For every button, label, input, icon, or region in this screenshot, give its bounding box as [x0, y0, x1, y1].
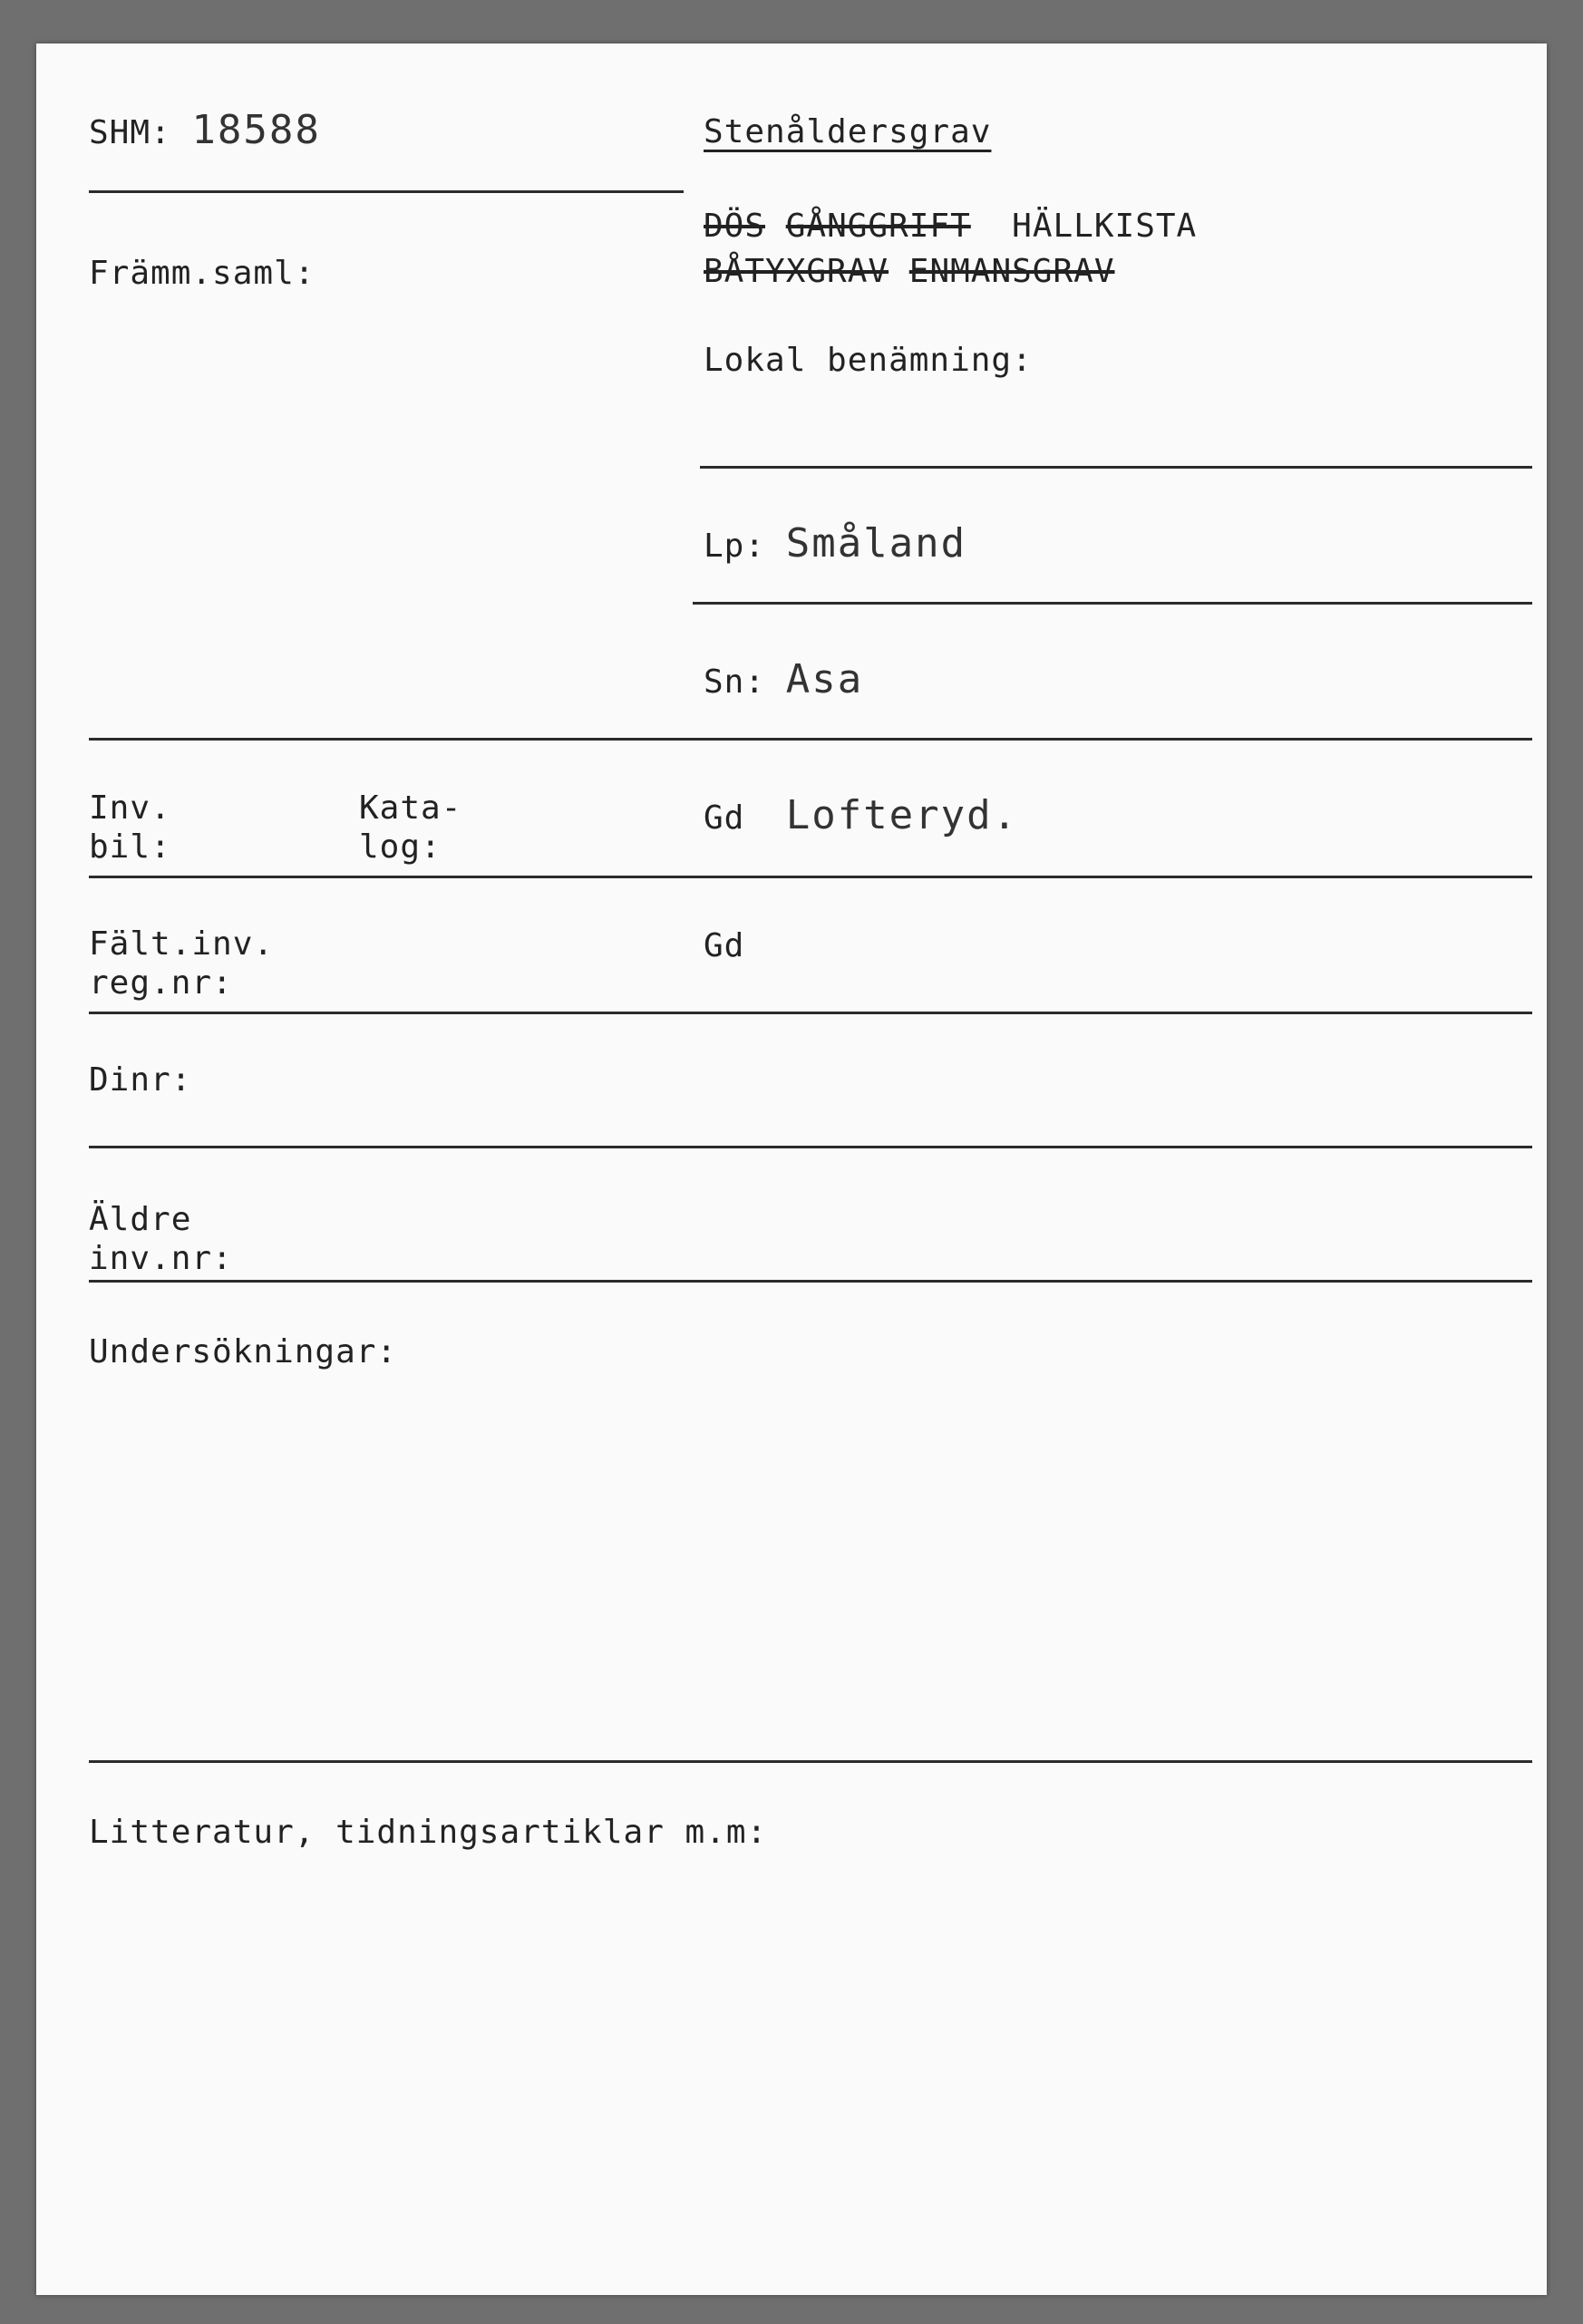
aldre-inv-line1: Äldre [89, 1201, 192, 1238]
divider [89, 738, 1532, 741]
undersokningar-label: Undersökningar: [89, 1333, 398, 1370]
type-hallkista: HÄLLKISTA [1012, 208, 1198, 245]
dinr-label: Dinr: [89, 1061, 192, 1099]
katalog-line2: log: [359, 828, 442, 867]
type-batyxgrav: BÅTYXGRAV [704, 253, 889, 290]
divider [89, 1146, 1532, 1148]
divider [89, 876, 1532, 878]
inv-bil-line2: bil: [89, 828, 171, 867]
type-enmansgrav: ENMANSGRAV [908, 253, 1115, 290]
falt-inv-line2: reg.nr: [89, 964, 233, 1002]
inv-bil-line1: Inv. [89, 789, 171, 827]
lp-value: Småland [785, 520, 967, 566]
sn-field [704, 656, 864, 702]
divider [89, 1280, 1532, 1283]
shm-label: SHM: [89, 114, 171, 151]
divider [700, 466, 1532, 469]
aldre-inv-label [89, 1200, 233, 1278]
grave-types-row2 [704, 253, 1115, 290]
gd-field-1 [704, 792, 1019, 838]
grave-types-row1 [704, 210, 1197, 243]
lp-label: Lp: [704, 528, 766, 565]
framm-saml-label: Främm.saml: [89, 255, 316, 292]
shm-value: 18588 [191, 107, 321, 153]
divider [89, 190, 684, 193]
shm-field [89, 107, 321, 153]
gd-label: Gd [704, 799, 745, 837]
sn-label: Sn: [704, 663, 766, 701]
falt-inv-line1: Fält.inv. [89, 925, 275, 963]
divider [89, 1012, 1532, 1014]
gd-value: Lofteryd. [785, 792, 1019, 838]
catalog-card [36, 44, 1547, 2295]
type-dos: DÖS [704, 208, 766, 245]
lp-field [704, 520, 967, 566]
type-ganggrift: GÅNGGRIFT [785, 208, 971, 245]
divider [89, 1760, 1532, 1763]
falt-inv-label [89, 925, 274, 1002]
category-title: Stenåldersgrav [704, 113, 992, 150]
lokal-benamning-label: Lokal benämning: [704, 342, 1033, 379]
sn-value: Asa [785, 656, 864, 702]
divider [693, 602, 1532, 605]
katalog-label [359, 789, 461, 867]
gd-label-2: Gd [704, 927, 745, 964]
aldre-inv-line2: inv.nr: [89, 1240, 233, 1278]
katalog-line1: Kata- [359, 789, 462, 827]
litteratur-label: Litteratur, tidningsartiklar m.m: [89, 1814, 768, 1851]
inv-bil-label [89, 789, 171, 867]
